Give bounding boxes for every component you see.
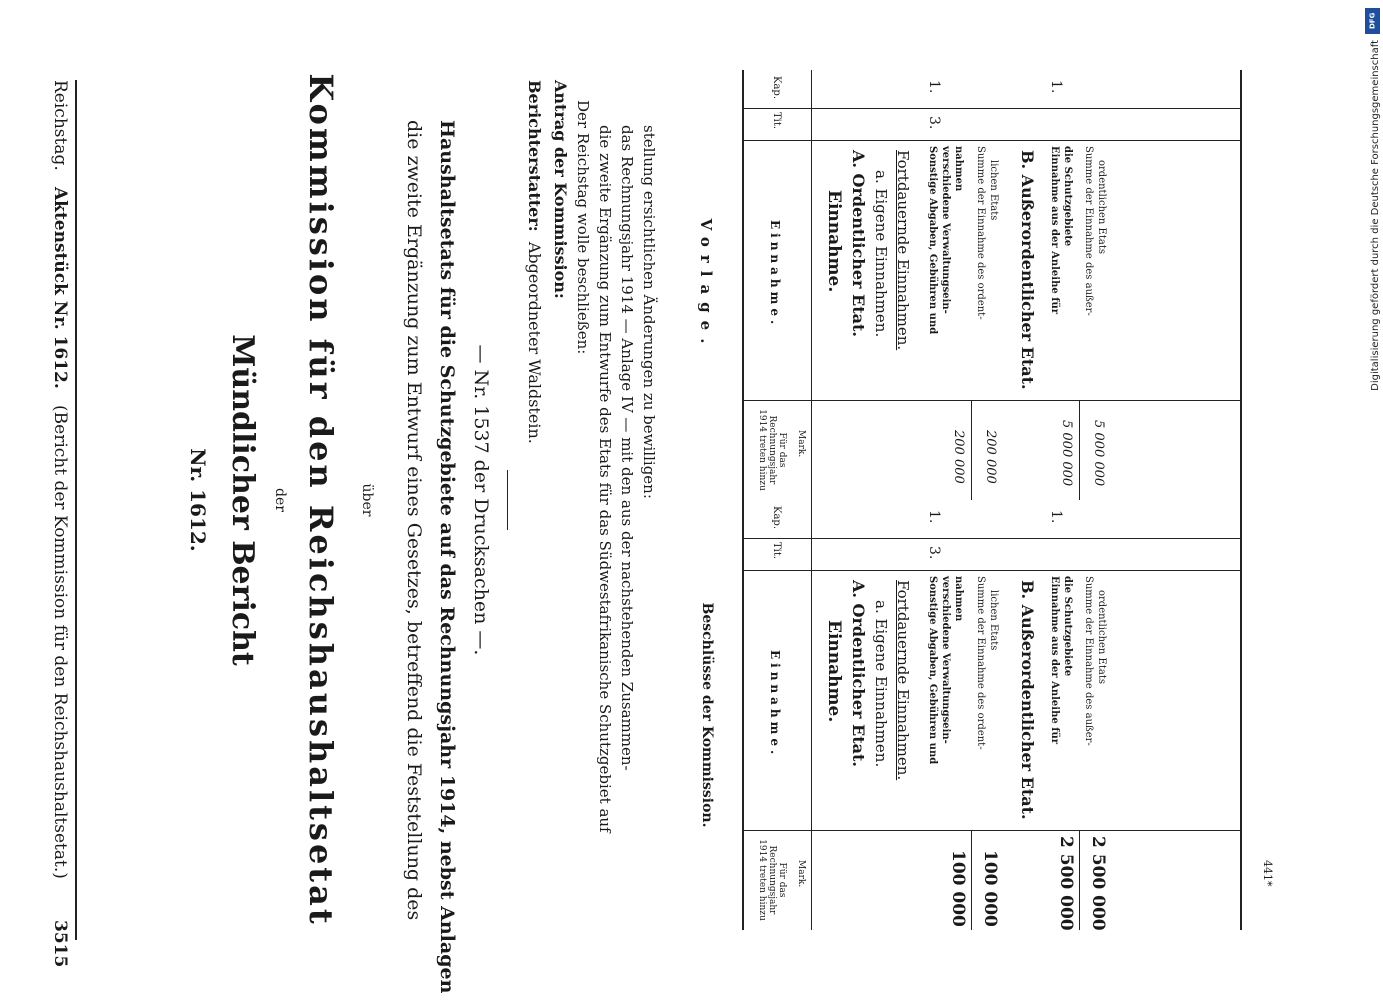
vorlage-sonstige-3: nahmen <box>953 146 964 192</box>
vorlage-col-tit: Tit. <box>771 112 782 130</box>
komm-head-rule <box>811 500 812 930</box>
komm-col-einnahme: Einnahme. <box>768 650 782 759</box>
komm-sonstige-3: nahmen <box>953 576 964 622</box>
antrag-line4: stellung ersichtlichen Änderungen zu bewilligen: <box>640 125 658 499</box>
komm-a-eigene: a. Eigene Einnahmen. <box>872 600 890 768</box>
komm-fortdauernde: Fortdauernde Einnahmen. <box>894 580 912 781</box>
vorlage-summe-ao-2: ordentlichen Etats <box>1096 160 1107 254</box>
dfg-logo: DFG <box>1365 8 1380 34</box>
komm-kap-1: 1. <box>926 510 942 524</box>
page-number: 3515 <box>50 920 70 968</box>
title-ueber: über <box>359 483 375 517</box>
komm-summe-ao-2: ordentlichen Etats <box>1096 590 1107 684</box>
komm-sonstige-1: Sonstige Abgaben, Gebühren und <box>927 576 938 765</box>
vorlage-sum-rule-1 <box>971 400 972 500</box>
komm-col-tit: Tit. <box>771 542 782 560</box>
komm-anleihe-2: die Schutzgebiete <box>1062 576 1073 677</box>
komm-value-sonstige: 100 000 <box>948 850 968 927</box>
vorlage-value-sonstige: 200 000 <box>951 430 966 484</box>
vorlage-b-ausser: B. Außerordentlicher Etat. <box>1018 150 1037 390</box>
vorlage-fortdauernde: Fortdauernde Einnahmen. <box>894 150 912 351</box>
berichterstatter-label: Berichterstatter: <box>525 80 544 232</box>
subject-line1: die zweite Ergänzung zum Entwurf eines Gesetzes, betreffend die Feststellung des <box>403 120 425 921</box>
dfg-note: Digitalisierung gefördert durch die Deutsche Forschungsgemeinschaft <box>1370 40 1381 391</box>
vorlage-tit-3: 3. <box>926 116 942 130</box>
subject-line3: — Nr. 1537 der Drucksachen —. <box>470 344 492 656</box>
komm-b-ausser: B. Außerordentlicher Etat. <box>1018 580 1037 820</box>
komm-value-summe-ord: 100 000 <box>980 850 1000 927</box>
vorlage-bottom-rule <box>742 70 744 500</box>
komm-col-mark: Mark. <box>796 860 806 888</box>
vorlage-table <box>742 70 1242 500</box>
title-divider <box>507 470 508 530</box>
vorlage-sonstige-1: Sonstige Abgaben, Gebühren und <box>927 146 938 335</box>
header-paren: (Bericht der Kommission für den Reichshaushaltsetat.) <box>50 405 70 879</box>
komm-tit-3: 3. <box>926 546 942 560</box>
antrag-line2: die zweite Ergänzung zum Entwurfe des Etats für das Südwestafrikanische Schutzgebiet auf <box>596 125 614 833</box>
komm-sum-rule-2 <box>1079 830 1080 930</box>
vorlage-sum-rule-2 <box>1079 400 1080 500</box>
komm-sum-rule-1 <box>971 830 972 930</box>
komm-col-rule-3 <box>742 830 1242 831</box>
vorlage-anleihe-2: die Schutzgebiete <box>1062 146 1073 247</box>
komm-summe-ao-1: Summe der Einnahme des außer- <box>1083 576 1094 746</box>
antrag-line1: Der Reichstag wolle beschließen: <box>574 100 592 355</box>
vorlage-kap-1: 1. <box>926 80 942 94</box>
subject-line2: Haushaltsetats für die Schutzgebiete auf das Rechnungsjahr 1914, nebst Anlagen <box>436 120 458 994</box>
vorlage-a-ordentlich: A. Ordentlicher Etat. <box>849 150 868 337</box>
vorlage-value-anleihe: 5 000 000 <box>1059 420 1074 487</box>
vorlage-col-kap: Kap. <box>771 76 782 100</box>
header-rule <box>75 80 77 940</box>
vorlage-col-einnahme: Einnahme. <box>768 220 782 329</box>
komm-top-rule <box>1240 500 1242 930</box>
vorlage-col-rule-2 <box>742 140 1242 141</box>
vorlage-anleihe-1: Einnahme aus der Anleihe für <box>1049 146 1060 315</box>
running-header <box>50 80 70 879</box>
report-number: Nr. 1612. <box>186 448 210 552</box>
antrag-label: Antrag der Kommission: <box>551 80 570 299</box>
komm-bottom-rule <box>742 500 744 930</box>
vorlage-einnahme: Einnahme. <box>824 190 844 293</box>
antrag-line3: das Rechnungsjahr 1914 — Anlage IV — mit den aus der nachstehenden Zusammen- <box>618 125 636 771</box>
vorlage-top-rule <box>1240 70 1242 500</box>
vorlage-summe-ao-1: Summe der Einnahme des außer- <box>1083 146 1094 316</box>
header-left: Reichstag. <box>50 80 70 171</box>
komm-sonstige-2: verschiedene Verwaltungsein- <box>940 576 951 744</box>
komm-kap-1b: 1. <box>1048 510 1064 524</box>
komm-summe-ord-2: lichen Etats <box>988 590 999 651</box>
komm-einnahme: Einnahme. <box>824 620 844 723</box>
komm-col-rule-1 <box>742 538 1242 539</box>
vorlage-col-rule-3 <box>742 400 1242 401</box>
footer-mark: 441* <box>1261 860 1274 887</box>
komm-value-anleihe: 2 500 000 <box>1056 836 1076 931</box>
vorlage-a-eigene: a. Eigene Einnahmen. <box>872 170 890 338</box>
beschluesse-table <box>742 500 1242 930</box>
berichterstatter-name: Abgeordneter Waldstein. <box>525 241 544 444</box>
komm-value-summe-ao: 2 500 000 <box>1088 836 1108 931</box>
vorlage-col-amount: Für das Rechnungsjahr 1914 treten hinzu <box>757 409 787 491</box>
beschluesse-title: Beschlüsse der Kommission. <box>699 602 715 828</box>
komm-a-ordentlich: A. Ordentlicher Etat. <box>849 580 868 767</box>
vorlage-title: Vorlage. <box>697 218 715 352</box>
vorlage-summe-ord-1: Summe der Einnahme des ordent- <box>975 146 986 320</box>
komm-summe-ord-1: Summe der Einnahme des ordent- <box>975 576 986 750</box>
berichterstatter-line <box>525 80 544 444</box>
komm-col-amount: Für das Rechnungsjahr 1914 treten hinzu <box>757 839 787 921</box>
vorlage-col-mark: Mark. <box>796 430 806 458</box>
vorlage-value-summe-ao: 5 000 000 <box>1091 420 1106 487</box>
komm-col-rule-2 <box>742 570 1242 571</box>
report-title-line2: Kommission für den Reichshaushaltsetat <box>302 73 340 927</box>
report-title-line1: Mündlicher Bericht <box>225 334 260 666</box>
vorlage-summe-ord-2: lichen Etats <box>988 160 999 221</box>
title-der: der <box>272 488 288 512</box>
vorlage-col-rule-1 <box>742 108 1242 109</box>
header-doc: Aktenstück Nr. 1612. <box>50 186 70 389</box>
komm-col-kap: Kap. <box>771 506 782 530</box>
vorlage-kap-1b: 1. <box>1048 80 1064 94</box>
vorlage-value-summe-ord: 200 000 <box>983 430 998 484</box>
vorlage-sonstige-2: verschiedene Verwaltungsein- <box>940 146 951 314</box>
vorlage-head-rule <box>811 70 812 500</box>
komm-anleihe-1: Einnahme aus der Anleihe für <box>1049 576 1060 745</box>
